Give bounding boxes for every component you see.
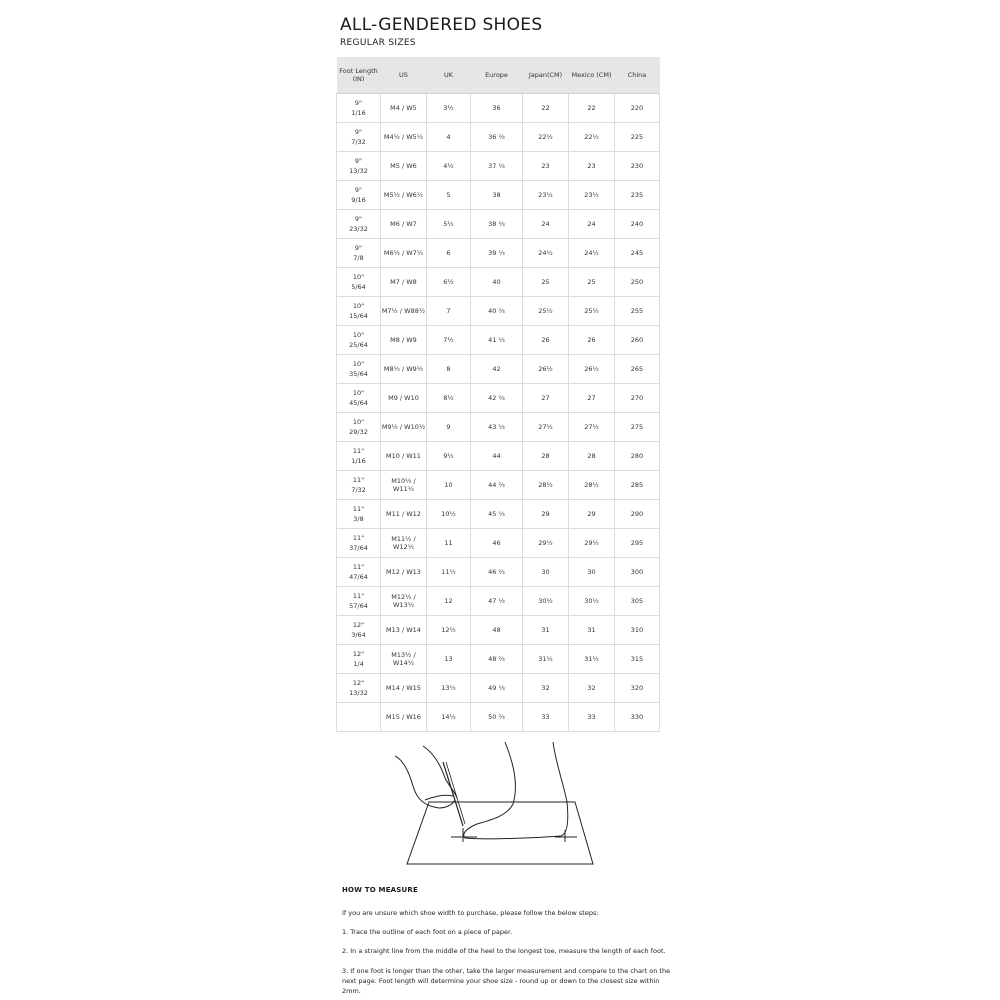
table-cell: M10½ / W11½ bbox=[381, 471, 427, 500]
column-header: Foot Length (IN) bbox=[337, 57, 381, 94]
table-cell: 9" 13/32 bbox=[337, 152, 381, 181]
table-row bbox=[337, 326, 660, 355]
table-row bbox=[337, 413, 660, 442]
table-row bbox=[337, 558, 660, 587]
table-cell: 12" 1/4 bbox=[337, 645, 381, 674]
table-cell: 10" 35/64 bbox=[337, 355, 381, 384]
table-cell: 9" 9/16 bbox=[337, 181, 381, 210]
table-cell: 29 bbox=[569, 500, 615, 529]
table-cell: M11 / W12 bbox=[381, 500, 427, 529]
table-cell: 24 bbox=[523, 210, 569, 239]
table-cell: 24 bbox=[569, 210, 615, 239]
table-cell: 30 bbox=[523, 558, 569, 587]
table-cell: 290 bbox=[615, 500, 660, 529]
how-to-measure-intro: If you are unsure which shoe width to purchase, please follow the below steps: bbox=[342, 909, 599, 917]
table-cell: 30 bbox=[569, 558, 615, 587]
table-row bbox=[337, 181, 660, 210]
table-cell: 10" 45/64 bbox=[337, 384, 381, 413]
table-cell: 27 bbox=[569, 384, 615, 413]
table-cell: 9" 23/32 bbox=[337, 210, 381, 239]
table-cell: 24½ bbox=[523, 239, 569, 268]
table-row bbox=[337, 471, 660, 500]
column-header: China bbox=[615, 57, 660, 94]
table-cell: 12 bbox=[427, 587, 471, 616]
table-cell: 10 bbox=[427, 471, 471, 500]
table-cell: 270 bbox=[615, 384, 660, 413]
table-cell: M7 / W8 bbox=[381, 268, 427, 297]
table-cell: 31 bbox=[523, 616, 569, 645]
table-cell: 8½ bbox=[427, 384, 471, 413]
table-cell: 295 bbox=[615, 529, 660, 558]
table-cell: 4 bbox=[427, 123, 471, 152]
table-cell: 23½ bbox=[523, 181, 569, 210]
table-cell: 24½ bbox=[569, 239, 615, 268]
how-to-measure-step-2: 2. In a straight line from the middle of the heel to the longest toe, measure the length of each foot. bbox=[342, 947, 666, 955]
table-cell: M4 / W5 bbox=[381, 94, 427, 123]
table-cell: 8 bbox=[427, 355, 471, 384]
table-cell: 13 bbox=[427, 645, 471, 674]
table-cell: 12" 13/32 bbox=[337, 674, 381, 703]
table-row bbox=[337, 529, 660, 558]
table-cell: M4½ / W5½ bbox=[381, 123, 427, 152]
table-cell: M5 / W6 bbox=[381, 152, 427, 181]
table-cell: 22½ bbox=[569, 123, 615, 152]
table-cell: 11" 47/64 bbox=[337, 558, 381, 587]
table-cell: 10" 25/64 bbox=[337, 326, 381, 355]
table-cell: M12½ / W13½ bbox=[381, 587, 427, 616]
table-cell: 11" 1/16 bbox=[337, 442, 381, 471]
table-row bbox=[337, 123, 660, 152]
table-row bbox=[337, 500, 660, 529]
table-cell: 285 bbox=[615, 471, 660, 500]
table-cell: 9" 7/32 bbox=[337, 123, 381, 152]
table-cell: 32 bbox=[569, 674, 615, 703]
table-cell: 310 bbox=[615, 616, 660, 645]
table-cell: 30½ bbox=[569, 587, 615, 616]
table-row bbox=[337, 674, 660, 703]
table-cell: M7½ / W88½ bbox=[381, 297, 427, 326]
table-cell: 13½ bbox=[427, 674, 471, 703]
table-cell: 28 bbox=[523, 442, 569, 471]
table-cell: 42 ⅔ bbox=[471, 384, 523, 413]
table-cell: 50 ⅔ bbox=[471, 703, 523, 732]
table-cell: 36 ⅔ bbox=[471, 123, 523, 152]
table-cell: 320 bbox=[615, 674, 660, 703]
table-cell: 11" 7/32 bbox=[337, 471, 381, 500]
table-cell: M8½ / W9½ bbox=[381, 355, 427, 384]
table-row bbox=[337, 239, 660, 268]
table-row bbox=[337, 94, 660, 123]
table-cell: 26½ bbox=[569, 355, 615, 384]
column-header: US bbox=[381, 57, 427, 94]
table-cell: 42 bbox=[471, 355, 523, 384]
column-header: Europe bbox=[471, 57, 523, 94]
table-cell: 10" 29/32 bbox=[337, 413, 381, 442]
table-cell: 11" 37/64 bbox=[337, 529, 381, 558]
table-cell: 33 bbox=[523, 703, 569, 732]
table-cell: 230 bbox=[615, 152, 660, 181]
table-cell: 48 bbox=[471, 616, 523, 645]
table-cell: M13½ / W14½ bbox=[381, 645, 427, 674]
table-cell: 280 bbox=[615, 442, 660, 471]
how-to-measure-step-3: 3. If one foot is longer than the other, take the larger measurement and compare to the chart on the next page. Foot length will determine your shoe size - round up or down to the closest size within 2mm. bbox=[342, 967, 671, 995]
table-cell: 36 bbox=[471, 94, 523, 123]
table-cell: 7 bbox=[427, 297, 471, 326]
table-cell: 11" 57/64 bbox=[337, 587, 381, 616]
table-cell: 29½ bbox=[569, 529, 615, 558]
table-cell: 39 ⅓ bbox=[471, 239, 523, 268]
page-subtitle: REGULAR SIZES bbox=[340, 38, 416, 48]
table-cell: 22 bbox=[523, 94, 569, 123]
table-cell: 9½ bbox=[427, 442, 471, 471]
table-cell: 38 bbox=[471, 181, 523, 210]
table-cell: 5½ bbox=[427, 210, 471, 239]
table-cell: M13 / W14 bbox=[381, 616, 427, 645]
table-cell: 46 ⅔ bbox=[471, 558, 523, 587]
table-cell: M5½ / W6½ bbox=[381, 181, 427, 210]
table-cell: 10½ bbox=[427, 500, 471, 529]
table-cell: 3½ bbox=[427, 94, 471, 123]
table-cell: 43 ⅓ bbox=[471, 413, 523, 442]
table-cell: 22½ bbox=[523, 123, 569, 152]
table-cell: 25½ bbox=[523, 297, 569, 326]
column-header: UK bbox=[427, 57, 471, 94]
table-cell: 33 bbox=[569, 703, 615, 732]
table-cell: 7½ bbox=[427, 326, 471, 355]
table-cell: M15 / W16 bbox=[381, 703, 427, 732]
table-cell: 31 bbox=[569, 616, 615, 645]
table-body bbox=[337, 94, 660, 732]
table-cell: 29 bbox=[523, 500, 569, 529]
table-row bbox=[337, 587, 660, 616]
table-cell: 23 bbox=[569, 152, 615, 181]
table-row bbox=[337, 703, 660, 732]
column-header: Mexico (CM) bbox=[569, 57, 615, 94]
table-cell: 40 ⅔ bbox=[471, 297, 523, 326]
table-row bbox=[337, 268, 660, 297]
table-cell: 245 bbox=[615, 239, 660, 268]
table-cell: 5 bbox=[427, 181, 471, 210]
table-row bbox=[337, 355, 660, 384]
table-cell: 45 ⅓ bbox=[471, 500, 523, 529]
table-cell: 49 ⅓ bbox=[471, 674, 523, 703]
table-row bbox=[337, 616, 660, 645]
table-row bbox=[337, 384, 660, 413]
table-cell: 275 bbox=[615, 413, 660, 442]
table-cell: M11½ / W12½ bbox=[381, 529, 427, 558]
table-cell: 9 bbox=[427, 413, 471, 442]
table-cell: 32 bbox=[523, 674, 569, 703]
table-cell: M10 / W11 bbox=[381, 442, 427, 471]
table-cell: 12½ bbox=[427, 616, 471, 645]
table-header-row bbox=[337, 57, 660, 94]
table-cell: 41 ⅓ bbox=[471, 326, 523, 355]
table-cell: 27 bbox=[523, 384, 569, 413]
table-row bbox=[337, 297, 660, 326]
table-cell: M12 / W13 bbox=[381, 558, 427, 587]
table-cell: M6½ / W7½ bbox=[381, 239, 427, 268]
table-cell: 38 ⅔ bbox=[471, 210, 523, 239]
table-cell: 315 bbox=[615, 645, 660, 674]
table-cell: 47 ⅓ bbox=[471, 587, 523, 616]
table-cell: 44 bbox=[471, 442, 523, 471]
table-cell: 28 bbox=[569, 442, 615, 471]
table-row bbox=[337, 210, 660, 239]
table-cell: 40 bbox=[471, 268, 523, 297]
table-cell: 14½ bbox=[427, 703, 471, 732]
table-cell: 11 bbox=[427, 529, 471, 558]
table-cell: 9" 1/16 bbox=[337, 94, 381, 123]
table-cell: 46 bbox=[471, 529, 523, 558]
table-cell: 25½ bbox=[569, 297, 615, 326]
table-cell: 27½ bbox=[569, 413, 615, 442]
table-row bbox=[337, 645, 660, 674]
table-cell: M6 / W7 bbox=[381, 210, 427, 239]
table-cell: 26 bbox=[523, 326, 569, 355]
column-header: Japan(CM) bbox=[523, 57, 569, 94]
how-to-measure-title: HOW TO MEASURE bbox=[342, 886, 418, 894]
table-cell: 30½ bbox=[523, 587, 569, 616]
table-cell: 9" 7/8 bbox=[337, 239, 381, 268]
table-cell: 330 bbox=[615, 703, 660, 732]
table-cell: 27½ bbox=[523, 413, 569, 442]
table-cell: 11½ bbox=[427, 558, 471, 587]
table-cell: 31½ bbox=[523, 645, 569, 674]
table-row bbox=[337, 442, 660, 471]
table-cell: 11" 3/8 bbox=[337, 500, 381, 529]
table-cell bbox=[337, 703, 381, 732]
table-cell: 235 bbox=[615, 181, 660, 210]
table-cell: 6½ bbox=[427, 268, 471, 297]
table-cell: 28½ bbox=[569, 471, 615, 500]
table-cell: 25 bbox=[523, 268, 569, 297]
table-cell: 260 bbox=[615, 326, 660, 355]
table-cell: 10" 15/64 bbox=[337, 297, 381, 326]
page-title: ALL-GENDERED SHOES bbox=[340, 15, 543, 35]
table-cell: 255 bbox=[615, 297, 660, 326]
table-cell: 23½ bbox=[569, 181, 615, 210]
table-cell: M9½ / W10½ bbox=[381, 413, 427, 442]
table-cell: 23 bbox=[523, 152, 569, 181]
table-cell: 22 bbox=[569, 94, 615, 123]
table-cell: 44 ⅔ bbox=[471, 471, 523, 500]
table-cell: 305 bbox=[615, 587, 660, 616]
table-cell: 265 bbox=[615, 355, 660, 384]
table-cell: 12" 3/64 bbox=[337, 616, 381, 645]
table-cell: 250 bbox=[615, 268, 660, 297]
table-cell: M14 / W15 bbox=[381, 674, 427, 703]
foot-tracing-illustration bbox=[395, 742, 610, 870]
table-cell: 25 bbox=[569, 268, 615, 297]
table-cell: M9 / W10 bbox=[381, 384, 427, 413]
table-cell: 26½ bbox=[523, 355, 569, 384]
table-cell: M8 / W9 bbox=[381, 326, 427, 355]
table-cell: 220 bbox=[615, 94, 660, 123]
table-cell: 4½ bbox=[427, 152, 471, 181]
table-cell: 225 bbox=[615, 123, 660, 152]
table-row bbox=[337, 152, 660, 181]
table-cell: 48 ⅔ bbox=[471, 645, 523, 674]
how-to-measure-step-1: 1. Trace the outline of each foot on a piece of paper. bbox=[342, 928, 513, 936]
table-cell: 28½ bbox=[523, 471, 569, 500]
table-cell: 300 bbox=[615, 558, 660, 587]
table-cell: 10" 5/64 bbox=[337, 268, 381, 297]
table-cell: 6 bbox=[427, 239, 471, 268]
table-cell: 240 bbox=[615, 210, 660, 239]
table-cell: 29½ bbox=[523, 529, 569, 558]
table-cell: 37 ⅓ bbox=[471, 152, 523, 181]
table-cell: 26 bbox=[569, 326, 615, 355]
size-chart-table bbox=[336, 57, 660, 732]
table-cell: 31½ bbox=[569, 645, 615, 674]
